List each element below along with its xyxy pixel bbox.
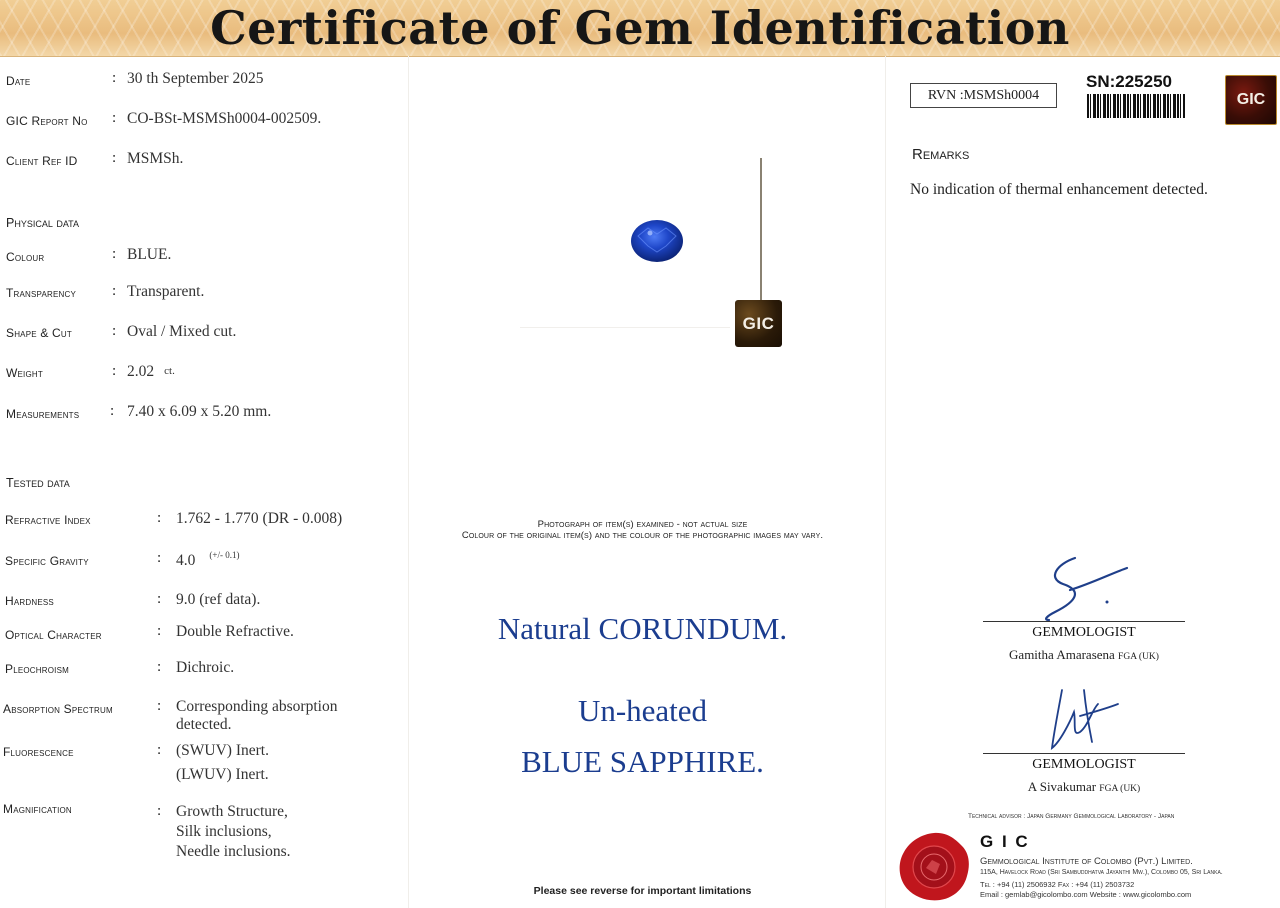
tested-data-heading: Tested data xyxy=(6,476,70,490)
date-label: Date xyxy=(6,74,31,88)
limitations-note: Please see reverse for important limitations xyxy=(533,885,752,897)
weight-label: Weight xyxy=(6,366,43,380)
optical-character-value: Double Refractive. xyxy=(176,623,294,640)
gemmologist-1-qual: FGA (UK) xyxy=(1118,652,1159,662)
date-value: 30 th September 2025 xyxy=(127,70,264,87)
pleochroism-value: Dichroic. xyxy=(176,659,235,676)
gemmologist-2-title: GEMMOLOGIST xyxy=(1032,757,1136,772)
specific-gravity-value xyxy=(176,550,239,570)
photo-caption-1: Photograph of item(s) examined - not actual size xyxy=(537,519,748,530)
signature-2-line xyxy=(983,753,1185,754)
magnification-value-3: Needle inclusions. xyxy=(176,843,291,860)
refractive-index-value: 1.762 - 1.770 (DR - 0.008) xyxy=(176,510,343,527)
institute-email: Email : gemlab@gicolombo.com Website : www.gicolombo.com xyxy=(980,890,1192,899)
colon: : xyxy=(157,550,162,566)
colon: : xyxy=(157,510,162,526)
photo-shadow-line xyxy=(520,327,730,328)
gemmologist-1-name: Gamitha Amarasena xyxy=(1009,647,1115,662)
colour-label: Colour xyxy=(6,250,45,264)
colon: : xyxy=(157,591,162,607)
colour-value: BLUE. xyxy=(127,246,172,263)
gic-corner-logo-text: GIC xyxy=(1236,91,1266,108)
client-ref-value: MSMSh. xyxy=(127,150,184,167)
gemmologist-1-name-line xyxy=(983,647,1185,663)
remarks-heading: Remarks xyxy=(912,146,970,163)
optical-character-label: Optical Character xyxy=(5,628,102,642)
absorption-spectrum-label: Absorption Spectrum xyxy=(3,702,113,716)
shape-cut-label: Shape & Cut xyxy=(6,326,72,340)
transparency-label: Transparency xyxy=(6,286,77,300)
physical-data-heading: Physical data xyxy=(6,216,79,230)
species-text: Natural CORUNDUM. xyxy=(497,611,788,646)
technical-advisor: Technical advisor : Japan Germany Gemmological Laboratory - Japan xyxy=(968,813,1175,820)
report-no-label: GIC Report No xyxy=(6,114,88,128)
hardness-label: Hardness xyxy=(5,594,54,608)
magnification-value-2: Silk inclusions, xyxy=(176,823,272,840)
colon: : xyxy=(157,659,162,675)
gemmologist-2-qual: FGA (UK) xyxy=(1099,784,1141,794)
sg-number: 4.0 xyxy=(176,552,196,569)
colon: : xyxy=(112,150,117,166)
pleochroism-label: Pleochroism xyxy=(5,662,69,676)
wax-seal-icon xyxy=(896,830,972,902)
magnification-label: Magnification xyxy=(3,802,72,816)
serial-number: SN:225250 xyxy=(1086,72,1173,91)
refractive-index-label: Refractive Index xyxy=(5,513,91,527)
shape-cut-value: Oval / Mixed cut. xyxy=(127,323,237,340)
colon: : xyxy=(157,742,162,758)
colon: : xyxy=(157,698,162,714)
sg-tolerance: (+/- 0.1) xyxy=(209,550,240,560)
sapphire-photo xyxy=(628,218,688,266)
gemmologist-2-name-line xyxy=(983,779,1185,795)
measurements-value: 7.40 x 6.09 x 5.20 mm. xyxy=(127,403,272,420)
rvn-box: RVN :MSMSh0004 xyxy=(910,83,1057,108)
institute-short: G I C xyxy=(980,832,1030,851)
measurements-label: Measurements xyxy=(6,407,80,421)
fluorescence-label: Fluorescence xyxy=(3,745,74,759)
transparency-value: Transparent. xyxy=(127,283,205,300)
specific-gravity-label: Specific Gravity xyxy=(5,554,89,568)
colon: : xyxy=(112,323,117,339)
gic-pin-logo-text: GIC xyxy=(742,313,775,333)
magnification-value-1: Growth Structure, xyxy=(176,803,288,820)
gic-pin-logo xyxy=(735,300,782,347)
certificate-title: Certificate of Gem Identification xyxy=(210,1,1070,55)
colon: : xyxy=(112,363,117,379)
serial-barcode xyxy=(1087,94,1185,118)
colon: : xyxy=(110,403,115,419)
colon: : xyxy=(157,803,162,819)
institute-name: Gemmological Institute of Colombo (Pvt.) Limited. xyxy=(980,856,1193,867)
weight-value xyxy=(127,363,175,381)
institute-address: 115A, Havelock Road (Sri Sambuddhatva Jayanthi Mw.), Colombo 05, Sri Lanka. xyxy=(980,869,1223,876)
weight-number: 2.02 xyxy=(127,363,155,380)
absorption-spectrum-value-2: detected. xyxy=(176,716,232,733)
signature-1 xyxy=(1035,550,1135,625)
colon: : xyxy=(157,623,162,639)
client-ref-label: Client Ref ID xyxy=(6,154,78,168)
colon: : xyxy=(112,70,117,86)
gemmologist-2-name: A Sivakumar xyxy=(1027,779,1097,794)
variety-text: BLUE SAPPHIRE. xyxy=(521,744,764,779)
gic-corner-logo xyxy=(1225,75,1277,125)
colon: : xyxy=(112,110,117,126)
signature-2 xyxy=(1040,682,1125,754)
fluorescence-lwuv: (LWUV) Inert. xyxy=(176,766,269,783)
weight-unit: ct. xyxy=(164,365,175,377)
absorption-spectrum-value: Corresponding absorption xyxy=(176,698,338,715)
institute-phone: Tel : +94 (11) 2506932 Fax : +94 (11) 2503732 xyxy=(980,880,1135,889)
colon: : xyxy=(112,246,117,262)
panel-fold-right xyxy=(885,56,886,908)
header-banner xyxy=(0,0,1280,57)
remarks-text: No indication of thermal enhancement detected. xyxy=(910,181,1208,198)
treatment-text: Un-heated xyxy=(577,693,708,728)
hardness-value: 9.0 (ref data). xyxy=(176,591,261,608)
colon: : xyxy=(112,283,117,299)
panel-fold-left xyxy=(408,56,409,908)
gemmologist-1-title: GEMMOLOGIST xyxy=(1032,625,1136,640)
signature-1-line xyxy=(983,621,1185,622)
photo-caption-2: Colour of the original item(s) and the colour of the photographic images may vary. xyxy=(461,530,824,541)
fluorescence-swuv: (SWUV) Inert. xyxy=(176,742,269,759)
pointer-pin xyxy=(760,158,762,302)
report-no-value: CO-BSt-MSMSh0004-002509. xyxy=(127,110,322,127)
